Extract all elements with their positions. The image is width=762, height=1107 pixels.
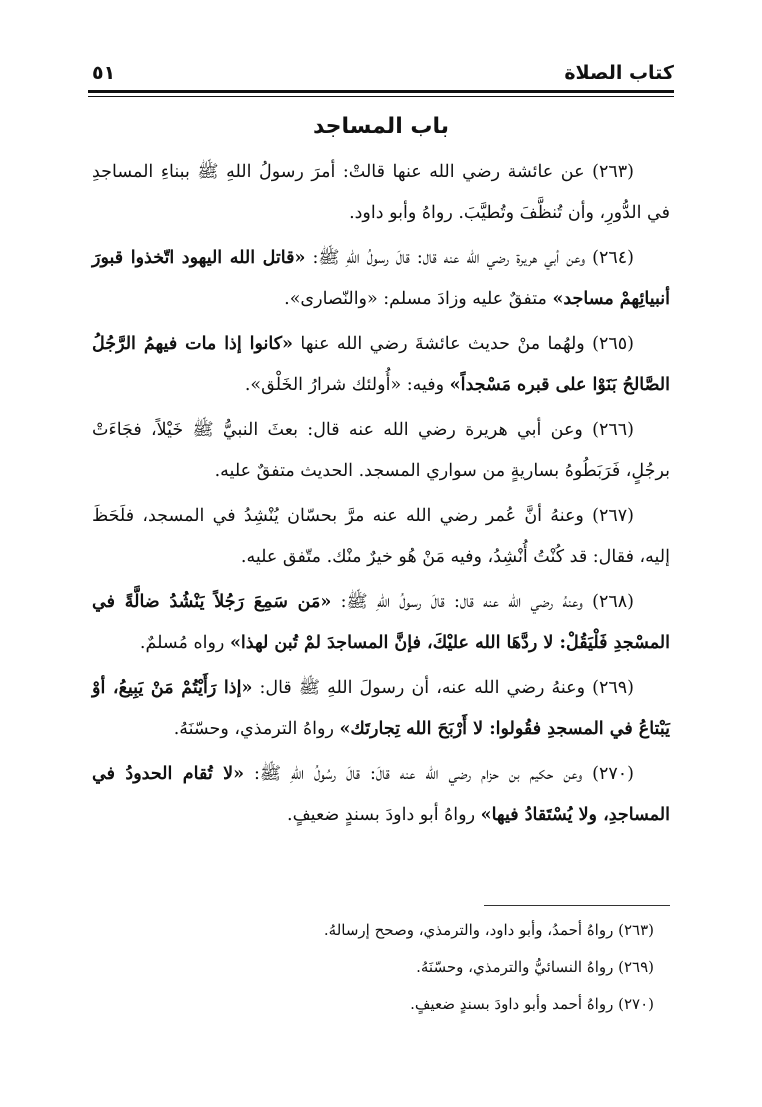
hadith-264-text: (٢٦٤) وعن أبي هريرة رضي الله عنه قال: قالَ رسولُ اللهِ ﷺ: [312,248,634,268]
hadith-265 [92,324,670,406]
header-rule-thick [88,90,674,93]
hadith-269 [92,668,670,750]
footnote-separator [484,905,670,906]
running-title: كتاب الصلاة [564,62,674,84]
chapter-title: باب المساجد [312,114,450,139]
header-rule-thin [88,96,674,97]
hadith-268 [92,582,670,664]
hadith-list [92,152,670,840]
hadith-263-text: (٢٦٣) عن عائشة رضي الله عنها قالتْ: أمرَ رسولُ اللهِ ﷺ ببناءِ المساجدِ في الدُّورِ، وأن تُنظَّفَ وتُطيَّبَ. رواهُ وأبو داود. [92,162,670,223]
hadith-270-quote: «لا تُقام الحدودُ في المساجدِ، ولا يُسْتَقادُ فيها» [92,764,670,825]
hadith-270-source: رواهُ أبو داودَ بسندٍ ضعيفٍ. [287,805,476,825]
hadith-266 [92,410,670,492]
hadith-265-source: وفيه: «أُولئك شرارُ الخَلْق». [244,375,445,395]
hadith-265-text: (٢٦٥) ولهُما منْ حديث عائشةَ رضي الله عنها [300,334,634,354]
hadith-264 [92,238,670,320]
hadith-267 [92,496,670,578]
hadith-268-quote: «مَن سَمِعَ رَجُلاً يَنْشُدُ ضالَّةً في المسْجدِ فَلْيَقُلْ: لا ردَّهَا الله عليْكَ، فإنَّ المساجدَ لمْ تُبن لهذا» [92,592,670,653]
hadith-263 [92,152,670,234]
hadith-265-quote: «كانوا إذا مات فيهمُ الرَّجُلُ الصَّالحُ بَنَوْا على قبره مَسْجداً» [92,334,670,395]
footnote-269: (٢٦٩) رواهُ النسائيُّ والترمذي، وحسّنَهُ. [416,958,654,976]
hadith-269-source: رواهُ الترمذي، وحسّنَهُ. [173,719,334,739]
hadith-269-text: (٢٦٩) وعنهُ رضي الله عنه، أن رسولَ اللهِ ﷺ قال: [259,678,634,698]
hadith-269-quote: «إذا رَأَيْتُمْ مَنْ يَبِيعُ، أوْ يَبْتاعُ في المسجدِ فقُولوا: لا أَرْبَحَ الله تِجارتَك» [92,678,670,739]
page-header [92,58,674,88]
hadith-270 [92,754,670,836]
page-number: ٥١ [92,62,116,84]
hadith-264-quote: «قاتل الله اليهود اتّخذوا قبورَ أنبيائِهمْ مساجد» [92,248,670,309]
hadith-270-text: (٢٧٠) وعن حكيم بن حزام رضي الله عنه قالَ: قالَ رسُولُ اللهِ ﷺ: [254,764,634,784]
hadith-266-text: (٢٦٦) وعن أبي هريرة رضي الله عنه قال: بعثَ النبيُّ ﷺ خَيْلاً، فجَاءَتْ برجُلٍ، فَرَبَطُوهُ بساريةٍ من سواري المسجد. الحديث متفقٌ عليه. [92,420,670,481]
footnotes [92,912,654,1023]
hadith-264-source: متفقٌ عليه وزادَ مسلم: «والنّصارى». [284,289,547,309]
hadith-268-source: رواه مُسلمٌ. [139,633,225,653]
hadith-268-text: (٢٦٨) وعنهُ رضي الله عنه قال: قالَ رسولُ اللهِ ﷺ: [340,592,634,612]
footnote-270: (٢٧٠) رواهُ أحمد وأبو داودَ بسندٍ ضعيفٍ. [410,995,654,1013]
footnote-263: (٢٦٣) رواهُ أحمدُ، وأبو داود، والترمذي، وصحح إرسالهُ. [323,921,654,939]
hadith-267-text: (٢٦٧) وعنهُ أنَّ عُمر رضي الله عنه مرَّ بحسّان يُنْشِدُ في المسجد، فلَحَظَ إليه، فقال: قد كُنْتُ أُنْشِدُ، وفيه مَنْ هُو خيرٌ منْك. متّفق عليه. [92,506,670,567]
